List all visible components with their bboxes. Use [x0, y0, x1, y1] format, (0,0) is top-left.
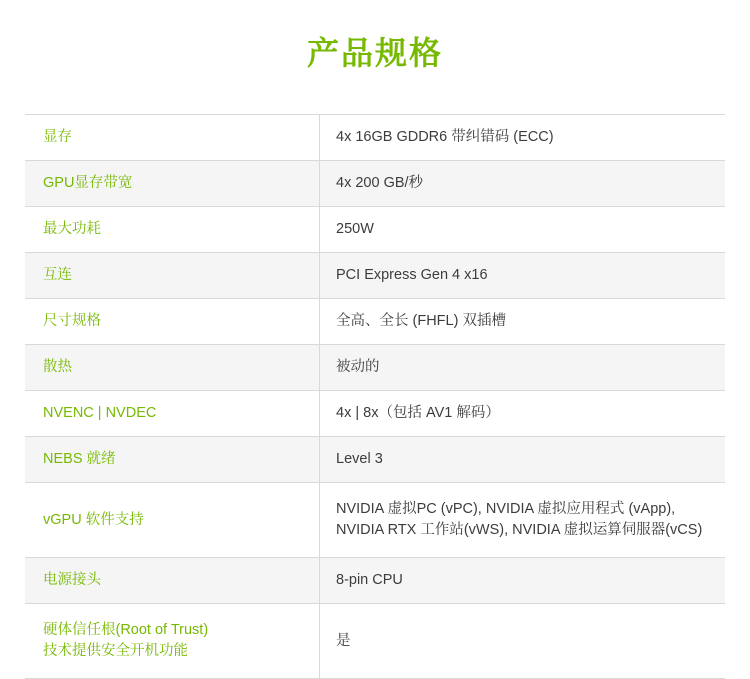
- table-row: [25, 345, 725, 391]
- spec-label: 散热: [25, 345, 320, 391]
- table-row: [25, 161, 725, 207]
- table-row: [25, 604, 725, 679]
- spec-value: 4x 16GB GDDR6 带纠错码 (ECC): [336, 129, 554, 145]
- spec-label: 互连: [25, 253, 320, 299]
- table-row: [25, 558, 725, 604]
- spec-label: 电源接头: [25, 558, 320, 604]
- spec-label: NEBS 就绪: [25, 437, 320, 483]
- spec-value: 是: [336, 632, 351, 649]
- spec-value: 8-pin CPU: [320, 558, 726, 604]
- spec-value: 全高、全长 (FHFL) 双插槽: [336, 313, 506, 330]
- spec-value: 4x | 8x（包括 AV1 解码）: [336, 405, 500, 422]
- specifications-table: [25, 114, 725, 679]
- spec-label-line-2: 技术提供安全开机功能: [43, 643, 188, 660]
- spec-value: Level 3: [320, 437, 726, 483]
- table-row: [25, 207, 725, 253]
- spec-value: PCI Express Gen 4 x16: [320, 253, 726, 299]
- spec-label: 尺寸规格: [25, 299, 320, 345]
- spec-label: [25, 604, 320, 679]
- table-row: [25, 437, 725, 483]
- spec-label: GPU显存带宽: [25, 161, 320, 207]
- table-row: [25, 483, 725, 558]
- table-row: [25, 391, 725, 437]
- spec-value: NVIDIA 虚拟PC (vPC), NVIDIA 虚拟应用程式 (vApp), NVIDIA RTX 工作站(vWS), NVIDIA 虚拟运算伺服器(vCS): [336, 501, 703, 539]
- spec-value: 被动的: [320, 345, 726, 391]
- table-row: [25, 253, 725, 299]
- spec-label: vGPU 软件支持: [25, 483, 320, 558]
- spec-value: 4x 200 GB/秒: [320, 161, 726, 207]
- spec-label: NVENC | NVDEC: [25, 391, 320, 437]
- table-row: [25, 115, 725, 161]
- spec-value: 250W: [336, 221, 374, 238]
- spec-label: 最大功耗: [25, 207, 320, 253]
- page-title: 产品规格: [306, 35, 443, 71]
- spec-label-line-1: 硬体信任根(Root of Trust): [43, 622, 209, 639]
- table-row: [25, 299, 725, 345]
- spec-label: 显存: [25, 115, 320, 161]
